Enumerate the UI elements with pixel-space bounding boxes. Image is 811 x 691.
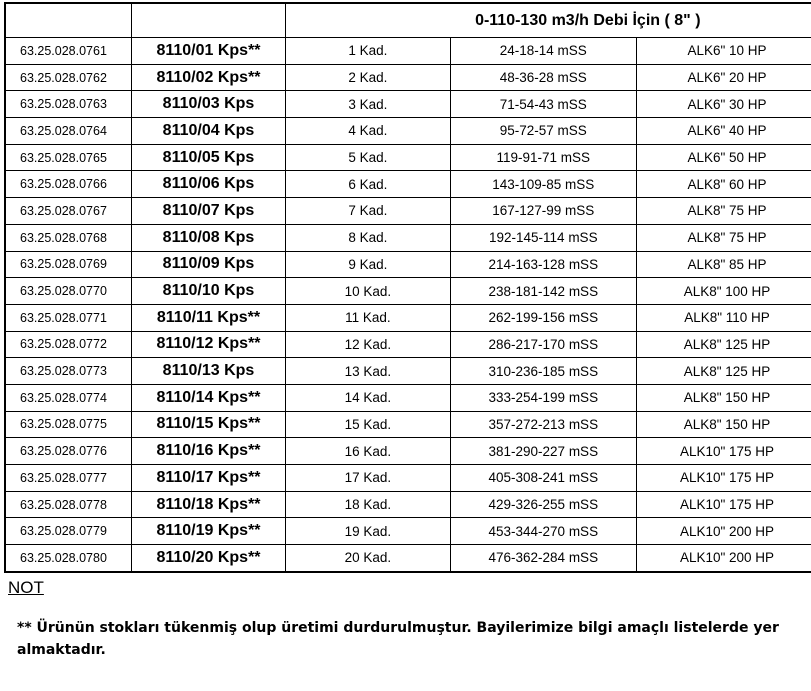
table-row bbox=[5, 438, 811, 465]
table-row bbox=[5, 91, 811, 118]
stage-count-cell: 13 Kad. bbox=[286, 358, 450, 385]
model-cell: 8110/14 Kps** bbox=[131, 384, 285, 411]
stage-count-cell: 15 Kad. bbox=[286, 411, 450, 438]
motor-cell: ALK8" 110 HP bbox=[637, 304, 811, 331]
model-cell: 8110/13 Kps bbox=[131, 358, 285, 385]
head-range-cell: 24-18-14 mSS bbox=[450, 38, 636, 65]
model-cell: 8110/06 Kps bbox=[131, 171, 285, 198]
header-blank-cell bbox=[131, 3, 285, 38]
head-range-cell: 453-344-270 mSS bbox=[450, 518, 636, 545]
stage-count-cell: 7 Kad. bbox=[286, 198, 450, 225]
motor-cell: ALK10" 200 HP bbox=[637, 518, 811, 545]
stage-count-cell: 5 Kad. bbox=[286, 144, 450, 171]
model-cell: 8110/12 Kps** bbox=[131, 331, 285, 358]
stage-count-cell: 8 Kad. bbox=[286, 224, 450, 251]
table-row bbox=[5, 198, 811, 225]
motor-cell: ALK10" 175 HP bbox=[637, 465, 811, 492]
table-row bbox=[5, 38, 811, 65]
motor-cell: ALK10" 175 HP bbox=[637, 438, 811, 465]
head-range-cell: 357-272-213 mSS bbox=[450, 411, 636, 438]
motor-cell: ALK8" 75 HP bbox=[637, 198, 811, 225]
head-range-cell: 214-163-128 mSS bbox=[450, 251, 636, 278]
model-cell: 8110/17 Kps** bbox=[131, 465, 285, 492]
note-text: ** Ürünün stokları tükenmiş olup üretimi durdurulmuştur. Bayilerimize bilgi amaçlı listelerde yer almaktadır. bbox=[17, 620, 779, 658]
table-row bbox=[5, 224, 811, 251]
stage-count-cell: 3 Kad. bbox=[286, 91, 450, 118]
head-range-cell: 71-54-43 mSS bbox=[450, 91, 636, 118]
model-cell: 8110/11 Kps** bbox=[131, 304, 285, 331]
product-code-cell: 63.25.028.0768 bbox=[5, 224, 131, 251]
stage-count-cell: 10 Kad. bbox=[286, 278, 450, 305]
model-cell: 8110/09 Kps bbox=[131, 251, 285, 278]
table-row bbox=[5, 491, 811, 518]
table-row bbox=[5, 278, 811, 305]
table-row bbox=[5, 144, 811, 171]
head-range-cell: 119-91-71 mSS bbox=[450, 144, 636, 171]
table-row bbox=[5, 411, 811, 438]
product-code-cell: 63.25.028.0770 bbox=[5, 278, 131, 305]
model-cell: 8110/01 Kps** bbox=[131, 38, 285, 65]
product-code-cell: 63.25.028.0761 bbox=[5, 38, 131, 65]
product-code-cell: 63.25.028.0774 bbox=[5, 384, 131, 411]
table-row bbox=[5, 384, 811, 411]
stage-count-cell: 12 Kad. bbox=[286, 331, 450, 358]
model-cell: 8110/02 Kps** bbox=[131, 64, 285, 91]
motor-cell: ALK8" 150 HP bbox=[637, 411, 811, 438]
head-range-cell: 381-290-227 mSS bbox=[450, 438, 636, 465]
head-range-cell: 405-308-241 mSS bbox=[450, 465, 636, 492]
motor-cell: ALK8" 125 HP bbox=[637, 331, 811, 358]
head-range-cell: 310-236-185 mSS bbox=[450, 358, 636, 385]
product-code-cell: 63.25.028.0762 bbox=[5, 64, 131, 91]
motor-cell: ALK8" 85 HP bbox=[637, 251, 811, 278]
head-range-cell: 192-145-114 mSS bbox=[450, 224, 636, 251]
flow-rate-header: 0-110-130 m3/h Debi İçin ( 8" ) bbox=[450, 3, 811, 38]
table-row bbox=[5, 331, 811, 358]
motor-cell: ALK8" 100 HP bbox=[637, 278, 811, 305]
product-code-cell: 63.25.028.0780 bbox=[5, 545, 131, 572]
motor-cell: ALK6" 20 HP bbox=[637, 64, 811, 91]
stage-count-cell: 16 Kad. bbox=[286, 438, 450, 465]
stage-count-cell: 2 Kad. bbox=[286, 64, 450, 91]
product-code-cell: 63.25.028.0776 bbox=[5, 438, 131, 465]
stage-count-cell: 11 Kad. bbox=[286, 304, 450, 331]
stage-count-cell: 20 Kad. bbox=[286, 545, 450, 572]
header-blank-cell bbox=[286, 3, 450, 38]
stage-count-cell: 14 Kad. bbox=[286, 384, 450, 411]
table-row bbox=[5, 64, 811, 91]
header-blank-cell bbox=[5, 3, 131, 38]
motor-cell: ALK8" 125 HP bbox=[637, 358, 811, 385]
model-cell: 8110/18 Kps** bbox=[131, 491, 285, 518]
product-code-cell: 63.25.028.0775 bbox=[5, 411, 131, 438]
motor-cell: ALK8" 60 HP bbox=[637, 171, 811, 198]
product-code-cell: 63.25.028.0763 bbox=[5, 91, 131, 118]
table-row bbox=[5, 518, 811, 545]
table-row bbox=[5, 545, 811, 572]
product-code-cell: 63.25.028.0764 bbox=[5, 118, 131, 145]
head-range-cell: 476-362-284 mSS bbox=[450, 545, 636, 572]
head-range-cell: 429-326-255 mSS bbox=[450, 491, 636, 518]
stage-count-cell: 6 Kad. bbox=[286, 171, 450, 198]
pump-table-body bbox=[5, 3, 811, 572]
head-range-cell: 143-109-85 mSS bbox=[450, 171, 636, 198]
model-cell: 8110/05 Kps bbox=[131, 144, 285, 171]
product-code-cell: 63.25.028.0779 bbox=[5, 518, 131, 545]
model-cell: 8110/16 Kps** bbox=[131, 438, 285, 465]
product-code-cell: 63.25.028.0766 bbox=[5, 171, 131, 198]
product-code-cell: 63.25.028.0769 bbox=[5, 251, 131, 278]
table-row bbox=[5, 358, 811, 385]
product-code-cell: 63.25.028.0767 bbox=[5, 198, 131, 225]
model-cell: 8110/19 Kps** bbox=[131, 518, 285, 545]
model-cell: 8110/20 Kps** bbox=[131, 545, 285, 572]
model-cell: 8110/04 Kps bbox=[131, 118, 285, 145]
model-cell: 8110/15 Kps** bbox=[131, 411, 285, 438]
product-code-cell: 63.25.028.0777 bbox=[5, 465, 131, 492]
model-cell: 8110/08 Kps bbox=[131, 224, 285, 251]
model-cell: 8110/03 Kps bbox=[131, 91, 285, 118]
head-range-cell: 333-254-199 mSS bbox=[450, 384, 636, 411]
table-row bbox=[5, 251, 811, 278]
note-label: NOT bbox=[8, 578, 44, 597]
table-row bbox=[5, 171, 811, 198]
stage-count-cell: 9 Kad. bbox=[286, 251, 450, 278]
motor-cell: ALK8" 75 HP bbox=[637, 224, 811, 251]
motor-cell: ALK8" 150 HP bbox=[637, 384, 811, 411]
stage-count-cell: 18 Kad. bbox=[286, 491, 450, 518]
head-range-cell: 167-127-99 mSS bbox=[450, 198, 636, 225]
motor-cell: ALK10" 175 HP bbox=[637, 491, 811, 518]
motor-cell: ALK6" 30 HP bbox=[637, 91, 811, 118]
stage-count-cell: 4 Kad. bbox=[286, 118, 450, 145]
model-cell: 8110/07 Kps bbox=[131, 198, 285, 225]
table-row bbox=[5, 304, 811, 331]
stage-count-cell: 19 Kad. bbox=[286, 518, 450, 545]
table-row bbox=[5, 118, 811, 145]
motor-cell: ALK6" 10 HP bbox=[637, 38, 811, 65]
model-cell: 8110/10 Kps bbox=[131, 278, 285, 305]
table-row bbox=[5, 465, 811, 492]
head-range-cell: 95-72-57 mSS bbox=[450, 118, 636, 145]
motor-cell: ALK6" 40 HP bbox=[637, 118, 811, 145]
product-code-cell: 63.25.028.0773 bbox=[5, 358, 131, 385]
motor-cell: ALK6" 50 HP bbox=[637, 144, 811, 171]
product-code-cell: 63.25.028.0772 bbox=[5, 331, 131, 358]
stage-count-cell: 1 Kad. bbox=[286, 38, 450, 65]
product-code-cell: 63.25.028.0771 bbox=[5, 304, 131, 331]
head-range-cell: 262-199-156 mSS bbox=[450, 304, 636, 331]
head-range-cell: 238-181-142 mSS bbox=[450, 278, 636, 305]
head-range-cell: 48-36-28 mSS bbox=[450, 64, 636, 91]
motor-cell: ALK10" 200 HP bbox=[637, 545, 811, 572]
stage-count-cell: 17 Kad. bbox=[286, 465, 450, 492]
product-code-cell: 63.25.028.0765 bbox=[5, 144, 131, 171]
product-code-cell: 63.25.028.0778 bbox=[5, 491, 131, 518]
head-range-cell: 286-217-170 mSS bbox=[450, 331, 636, 358]
pump-table bbox=[4, 2, 811, 573]
table-header-row bbox=[5, 3, 811, 38]
